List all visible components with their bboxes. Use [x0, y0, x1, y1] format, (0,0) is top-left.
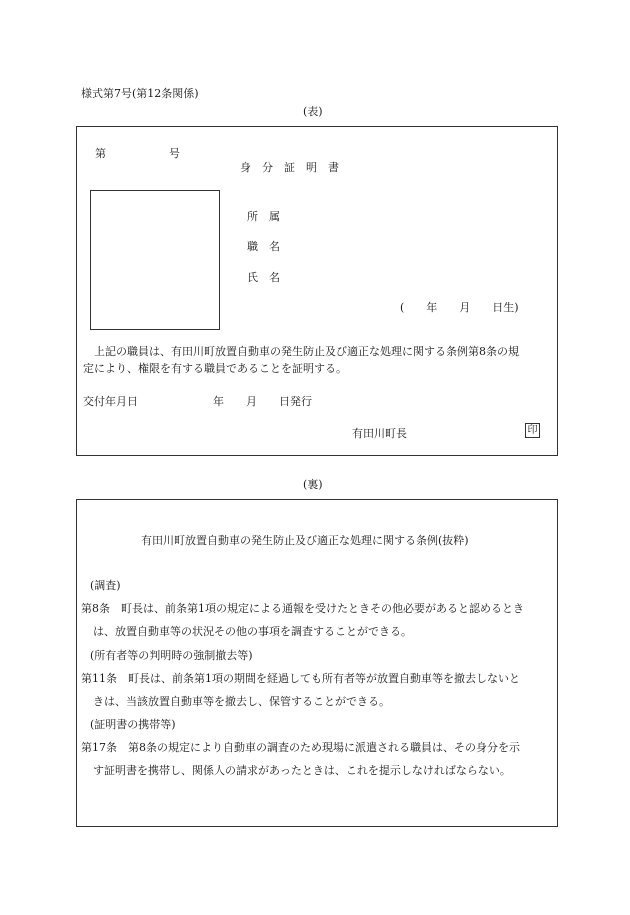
- birthdate: ( 年 月 日生): [400, 301, 519, 314]
- back-card: [76, 499, 558, 827]
- heading-investigation: (調査): [90, 579, 121, 592]
- heading-forced-removal: (所有者等の判明時の強制撤去等): [90, 649, 253, 662]
- affiliation-label: 所 属: [247, 210, 280, 223]
- name-label: 氏 名: [247, 271, 280, 284]
- article-17-line-2: す証明書を携帯し、関係人の請求があったときは、これを提示しなければならない。: [93, 764, 511, 777]
- article-8-line-2: は、放置自動車等の状況その他の事項を調査することができる。: [93, 625, 412, 638]
- position-label: 職 名: [247, 240, 280, 253]
- issuer: 有田川町長: [352, 427, 407, 440]
- certification-line-1: 上記の職員は、有田川町放置自動車の発生防止及び適正な処理に関する条例第8条の規: [83, 345, 519, 358]
- photo-placeholder: [90, 190, 220, 330]
- front-card: [76, 126, 558, 456]
- certification-line-2: 定により、権限を有する職員であることを証明する。: [83, 362, 347, 375]
- number-prefix: 第: [95, 147, 106, 160]
- back-side-label: (裏): [303, 478, 323, 491]
- front-side-label: (表): [303, 105, 323, 118]
- document-title: 身 分 証 明 書: [240, 161, 339, 174]
- ordinance-title: 有田川町放置自動車の発生防止及び適正な処理に関する条例(抜粋): [141, 534, 469, 547]
- heading-id-carry: (証明書の携帯等): [90, 718, 176, 731]
- issue-date: 年 月 日発行: [213, 395, 312, 408]
- article-11-line-2: きは、当該放置自動車等を撤去し、保管することができる。: [93, 695, 390, 708]
- number-suffix: 号: [169, 147, 180, 160]
- article-8-line-1: 第8条 町長は、前条第1項の規定による通報を受けたときその他必要があると認めるとき: [81, 602, 524, 615]
- article-11-line-1: 第11条 町長は、前条第1項の期間を経過しても所有者等が放置自動車等を撤去しないと: [81, 672, 520, 685]
- form-number: 様式第7号(第12条関係): [81, 87, 199, 100]
- seal-stamp: 印: [525, 423, 540, 438]
- article-17-line-1: 第17条 第8条の規定により自動車の調査のため現場に派遣される職員は、その身分を示: [81, 741, 520, 754]
- issue-date-label: 交付年月日: [83, 395, 138, 408]
